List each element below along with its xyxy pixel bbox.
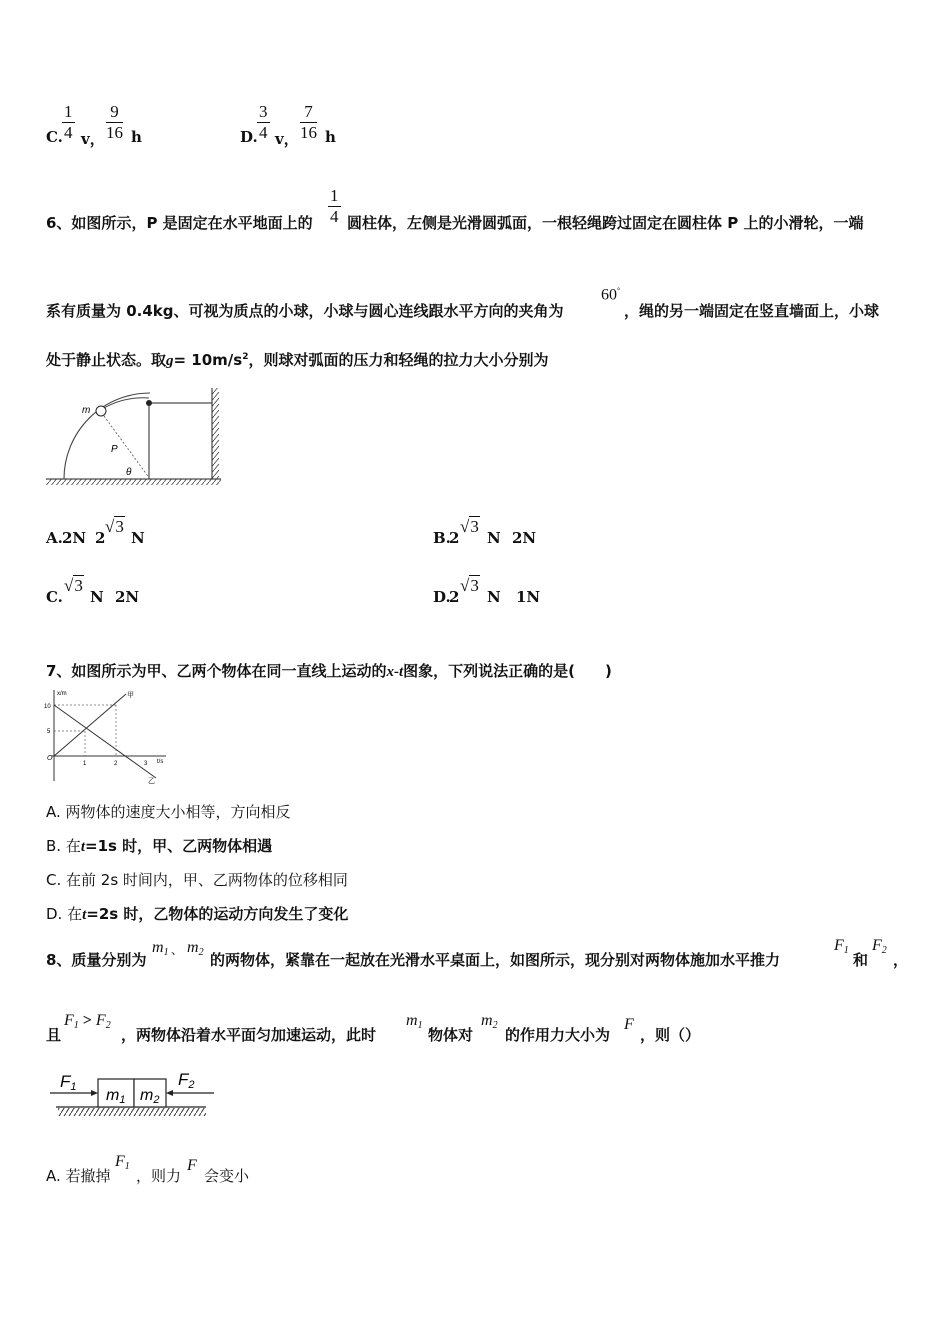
origin-label: O — [47, 755, 53, 762]
q6-stem-line2a: 系有质量为 0.4kg、可视为质点的小球，小球与圆心连线跟水平方向的夹角为 — [46, 302, 564, 320]
q8-stem-line1b: 的两物体，紧靠在一起放在光滑水平桌面上，如图所示，现分别对两物体施加水平推力 — [210, 951, 781, 969]
option-text: h — [131, 128, 142, 146]
wall-hatch — [212, 388, 219, 479]
sqrt-3: √3 — [64, 576, 83, 595]
math-m1: $m_1$ — [406, 1012, 423, 1031]
q6-stem-line1b: 圆柱体，左侧是光滑圆弧面，一根轻绳跨过固定在圆柱体 P 上的小滑轮，一端 — [347, 214, 864, 232]
label-m: m — [82, 405, 91, 416]
angle-value: 60° — [601, 286, 621, 304]
option-label: C. — [46, 588, 63, 606]
x-tick-1: 1 — [83, 761, 87, 767]
q8-stem-line1a: 8、质量分别为 — [46, 951, 147, 969]
fraction-quarter: $\frac{1}{4}$ — [330, 186, 339, 226]
label-m2: m2 — [140, 1087, 160, 1106]
option-label: D. — [240, 128, 258, 146]
q7-option-c: C. 在前 2s 时间内，甲、乙两物体的位移相同 — [46, 871, 348, 889]
x-tick-3: 3 — [144, 761, 148, 767]
label-yi: 乙 — [148, 778, 155, 785]
q8-blocks-figure — [46, 1065, 216, 1123]
y-tick-10: 10 — [44, 704, 51, 710]
label-F1: F1 — [60, 1072, 77, 1093]
label-theta: θ — [126, 467, 132, 478]
label-P: P — [111, 444, 118, 455]
q7-stem: 7、如图所示为甲、乙两个物体在同一直线上运动的x-t图象，下列说法正确的是( ) — [46, 662, 612, 680]
math-F2: $F_2$ — [872, 937, 887, 956]
line-jia — [54, 694, 126, 756]
math-F1: $F_1$ — [834, 937, 849, 956]
pulley — [146, 400, 152, 406]
label-m1: m1 — [106, 1087, 126, 1106]
q7-xt-graph — [44, 686, 174, 786]
y-axis-label: x/m — [57, 691, 67, 697]
sqrt-3: √3 — [460, 576, 479, 595]
option-label: D. — [433, 588, 451, 606]
math-F: F — [624, 1016, 634, 1033]
math-m2: $m_2$ — [187, 939, 204, 958]
ball — [96, 406, 106, 416]
label-jia: 甲 — [127, 692, 134, 699]
option-label: B. — [433, 529, 451, 547]
fraction: $\frac{1}{4}$ — [64, 102, 73, 142]
q6-stem-line3: 处于静止状态。取$g= 10m/s^2$，则球对弧面的压力和轻绳的拉力大小分别为 — [46, 351, 549, 369]
arrowhead-F1 — [91, 1090, 98, 1096]
fraction: $\frac{7}{16}$ — [300, 102, 317, 142]
q7-option-d: D. 在t=2s 时，乙物体的运动方向发生了变化 — [46, 905, 349, 923]
line-yi — [54, 705, 156, 778]
label-F2: F2 — [178, 1070, 195, 1091]
math-F: F — [187, 1157, 197, 1174]
arrowhead-F2 — [166, 1090, 173, 1096]
table-hatch — [58, 1108, 206, 1116]
q6-stem-line1a: 6、如图所示，P 是固定在水平地面上的 — [46, 214, 313, 232]
y-tick-5: 5 — [47, 729, 51, 735]
sqrt-3: √3 — [105, 517, 124, 536]
ground-hatch — [46, 479, 221, 485]
fraction: $\frac{3}{4}$ — [259, 102, 268, 142]
q6-figure — [44, 380, 224, 490]
math-m2: $m_2$ — [481, 1012, 498, 1031]
math-m1: $m_1$ — [152, 939, 169, 958]
math-F1: $F_1$ — [115, 1153, 130, 1172]
x-axis-label: t/s — [157, 759, 164, 765]
q7-option-a: A. 两物体的速度大小相等，方向相反 — [46, 803, 291, 821]
option-label: A. — [46, 529, 63, 547]
option-label: C. — [46, 128, 63, 146]
q8-option-a: A. 若撤掉 — [46, 1167, 111, 1185]
x-tick-2: 2 — [114, 761, 118, 767]
q7-option-b: B. 在t=1s 时，甲、乙两物体相遇 — [46, 837, 273, 855]
option-text: v， — [81, 130, 105, 148]
option-text: v， — [275, 130, 299, 148]
inequality: $F_1 > F_2$ — [64, 1012, 111, 1031]
q6-stem-line2b: ，绳的另一端固定在竖直墙面上，小球 — [624, 302, 880, 320]
sqrt-3: √3 — [460, 517, 479, 536]
option-text: h — [325, 128, 336, 146]
fraction: $\frac{9}{16}$ — [106, 102, 123, 142]
